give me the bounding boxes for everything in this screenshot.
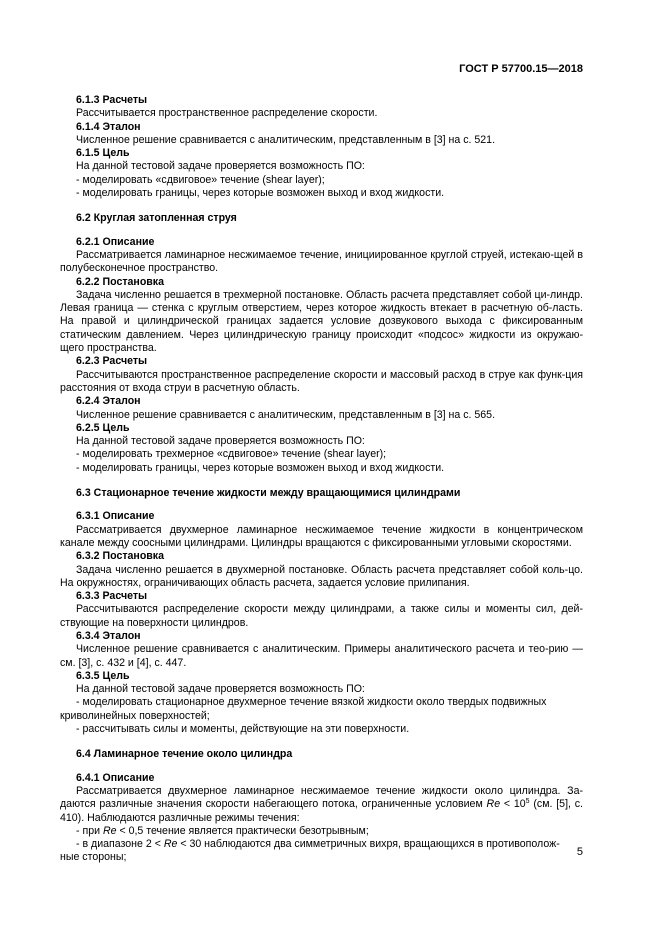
section-6-3-3-title: 6.3.3 Расчеты xyxy=(76,590,148,603)
text-run: < 30 наблюдаются два симметричных вихря, вращающихся в противополож- xyxy=(177,838,560,851)
section-6-4-1-text xyxy=(60,785,583,825)
section-6-2-3-text: Рассчитываются пространственное распределение скорости и массовый расход в струе как функ-ция расстояния от входа струи в расчетную область. xyxy=(60,368,583,394)
reynolds-symbol: Re xyxy=(486,798,501,811)
reynolds-symbol: Re xyxy=(102,824,117,837)
section-6-4-1-title: 6.4.1 Описание xyxy=(76,771,155,784)
list-item: - моделировать «сдвиговое» течение (shear layer); xyxy=(76,173,325,186)
exponent: 5 xyxy=(525,798,530,806)
section-6-2-2-title: 6.2.2 Постановка xyxy=(76,275,164,288)
list-item: - моделировать границы, через которые возможен выход и вход жидкости. xyxy=(76,461,445,474)
list-item xyxy=(60,825,583,838)
list-item: - моделировать границы, через которые возможен выход и вход жидкости. xyxy=(76,187,445,200)
list-item: - моделировать трехмерное «сдвиговое» течение (shear layer); xyxy=(76,448,387,461)
section-6-3-2-title: 6.3.2 Постановка xyxy=(76,550,164,563)
list-item xyxy=(60,838,583,851)
section-6-2-5-title: 6.2.5 Цель xyxy=(76,421,130,434)
section-6-2-3-title: 6.2.3 Расчеты xyxy=(76,355,148,368)
section-6-1-4-text: Численное решение сравнивается с аналитическим, представленным в [3] на с. 521. xyxy=(76,133,496,146)
section-6-1-5-title: 6.1.5 Цель xyxy=(76,147,130,160)
text-run: Рассматривается двухмерное ламинарное несжимаемое течение жидкости около цилиндра. За-даются различные значения скорости набегающего потока, ограниченные условием xyxy=(60,784,583,811)
text-run: - при xyxy=(76,824,103,837)
section-6-3-5-intro: На данной тестовой задаче проверяется возможность ПО: xyxy=(76,683,365,696)
section-6-4-title: 6.4 Ламинарное течение около цилиндра xyxy=(76,748,293,761)
section-6-3-title: 6.3 Стационарное течение жидкости между вращающимися цилиндрами xyxy=(76,487,461,500)
section-6-3-3-text: Рассчитываются распределение скорости между цилиндрами, а также силы и моменты сил, дей-ствующие на поверхности цилиндров. xyxy=(60,603,583,629)
document-header: ГОСТ Р 57700.15—2018 xyxy=(459,63,583,75)
section-6-3-1-text: Рассматривается двухмерное ламинарное несжимаемое течение жидкости в концентрическом канале между соосными цилиндрами. Цилиндры вращаются с фиксированными угловыми скоростями. xyxy=(60,523,583,549)
section-6-2-4-text: Численное решение сравнивается с аналитическим, представленным в [3] на с. 565. xyxy=(76,408,496,421)
list-item-continuation: ные стороны; xyxy=(60,851,127,864)
section-6-1-3-text: Рассчитывается пространственное распределение скорости. xyxy=(76,107,378,120)
section-6-1-5-intro: На данной тестовой задаче проверяется возможность ПО: xyxy=(76,160,365,173)
page-number: 5 xyxy=(576,846,583,858)
section-6-3-5-title: 6.3.5 Цель xyxy=(76,669,130,682)
section-6-3-1-title: 6.3.1 Описание xyxy=(76,510,155,523)
section-6-1-3-title: 6.1.3 Расчеты xyxy=(76,94,148,106)
section-6-2-2-text: Задача численно решается в трехмерной постановке. Область расчета представляет собой ци-линдр. Левая граница — стенка с круглым отверстием, через которое жидкость втекает в расчетную об-ласть. На правой и цилиндрической границах задается условие дозвукового выхода с фиксированным статическим давлением. Через цилиндрическую границу происходит «подсос» жидкости из окружаю-щего пространства. xyxy=(60,288,583,355)
section-6-3-4-text: Численное решение сравнивается с аналитическим. Примеры аналитического расчета и тео-рию — см. [3], с. 432 и [4], с. 447. xyxy=(60,643,583,669)
page-body xyxy=(60,94,583,865)
text-run: < 10 xyxy=(500,798,526,811)
reynolds-symbol: Re xyxy=(163,838,178,851)
list-item-continuation: криволинейных поверхностей; xyxy=(60,709,210,722)
section-6-1-4-title: 6.1.4 Эталон xyxy=(76,120,141,133)
section-6-2-1-title: 6.2.1 Описание xyxy=(76,235,155,248)
section-6-2-1-text: Рассматривается ламинарное несжимаемое течение, инициированное круглой струей, истекаю-щей в полубесконечное пространство. xyxy=(60,248,583,275)
section-6-2-title: 6.2 Круглая затопленная струя xyxy=(76,212,237,225)
text-run: - в диапазоне 2 < xyxy=(76,838,164,851)
section-6-3-2-text: Задача численно решается в двухмерной постановке. Область расчета представляет собой коль-цо. На окружностях, ограничивающих область расчета, задается условие прилипания. xyxy=(60,563,583,589)
section-6-2-4-title: 6.2.4 Эталон xyxy=(76,395,141,408)
list-item: - рассчитывать силы и моменты, действующие на эти поверхности. xyxy=(76,723,410,736)
list-item: - моделировать стационарное двухмерное течение вязкой жидкости около твердых подвижных xyxy=(76,696,547,709)
text-run: (см. [5], с. 410). Наблюдаются различные режимы течения: xyxy=(60,798,584,824)
text-run: < 0,5 течение является практически безотрывным; xyxy=(116,824,369,837)
section-6-2-5-intro: На данной тестовой задаче проверяется возможность ПО: xyxy=(76,435,365,448)
section-6-3-4-title: 6.3.4 Эталон xyxy=(76,629,141,642)
